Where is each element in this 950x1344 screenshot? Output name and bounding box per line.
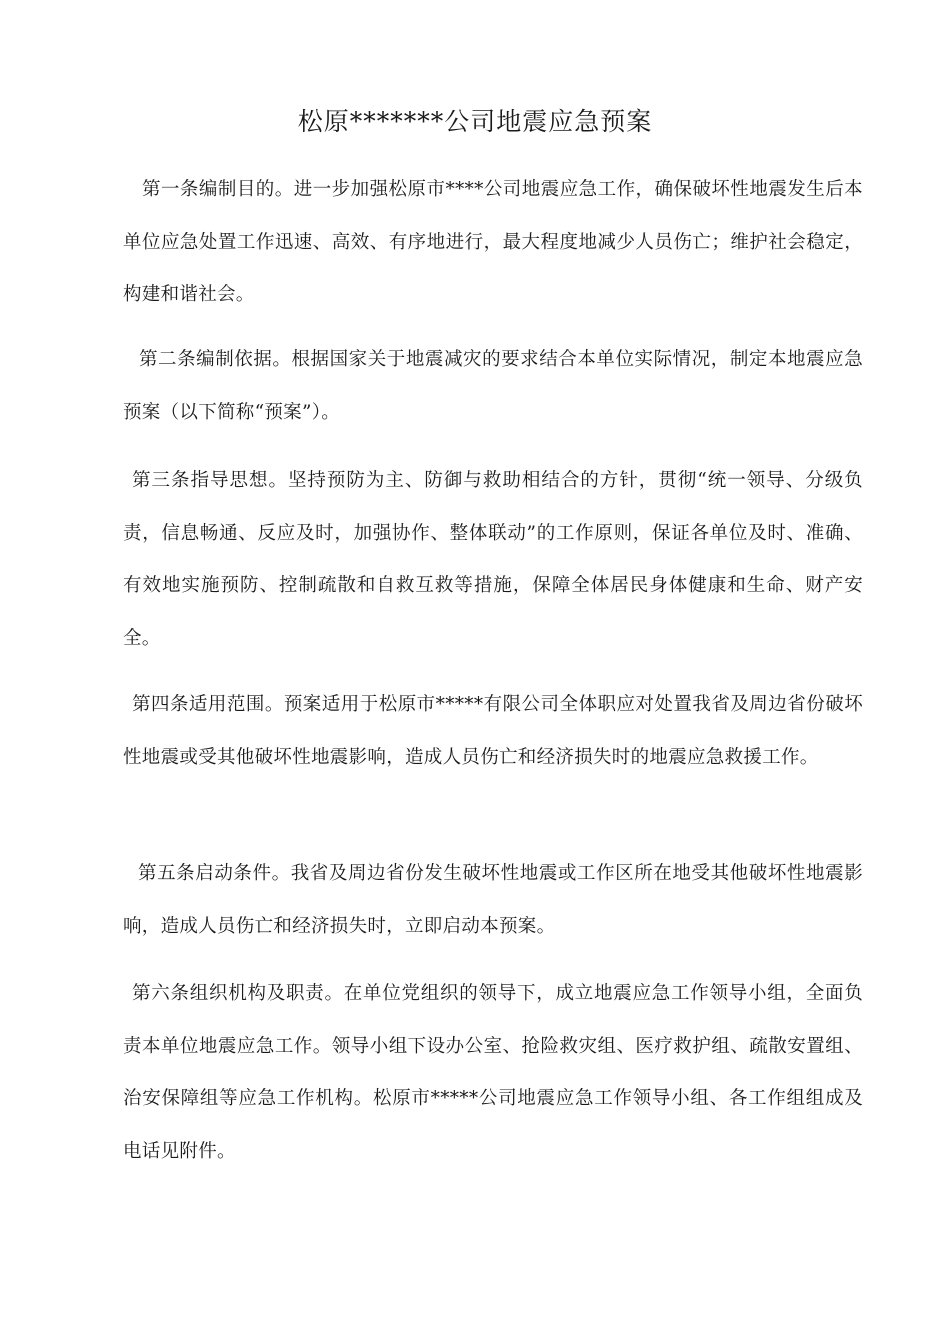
article-4-paragraph: 第四条适用范围。预案适用于松原市*****有限公司全体职应对处置我省及周边省份破坏性地震或受其他破坏性地震影响，造成人员伤亡和经济损失时的地震应急救援工作。 [123, 694, 863, 768]
article-5-paragraph: 第五条启动条件。我省及周边省份发生破坏性地震或工作区所在地受其他破坏性地震影响，造成人员伤亡和经济损失时，立即启动本预案。 [123, 863, 863, 937]
article-6-paragraph: 第六条组织机构及职责。在单位党组织的领导下，成立地震应急工作领导小组，全面负责本单位地震应急工作。领导小组下设办公室、抢险救灾组、医疗救护组、疏散安置组、治安保障组等应急工作机构。松原市*****公司地震应急工作领导小组、各工作组组成及电话见附件。 [123, 983, 863, 1162]
article-2-paragraph: 第二条编制依据。根据国家关于地震减灾的要求结合本单位实际情况，制定本地震应急预案（以下简称“预案”）。 [123, 349, 863, 423]
article-1-paragraph: 第一条编制目的。进一步加强松原市****公司地震应急工作，确保破坏性地震发生后本单位应急处置工作迅速、高效、有序地进行，最大程度地减少人员伤亡；维护社会稳定，构建和谐社会。 [123, 179, 863, 305]
article-3-paragraph: 第三条指导思想。坚持预防为主、防御与救助相结合的方针，贯彻“统一领导、分级负责，信息畅通、反应及时，加强协作、整体联动”的工作原则，保证各单位及时、准确、有效地实施预防、控制疏散和自救互救等措施，保障全体居民身体健康和生命、财产安全。 [123, 470, 863, 649]
document-title: 松原*******公司地震应急预案 [297, 107, 653, 136]
